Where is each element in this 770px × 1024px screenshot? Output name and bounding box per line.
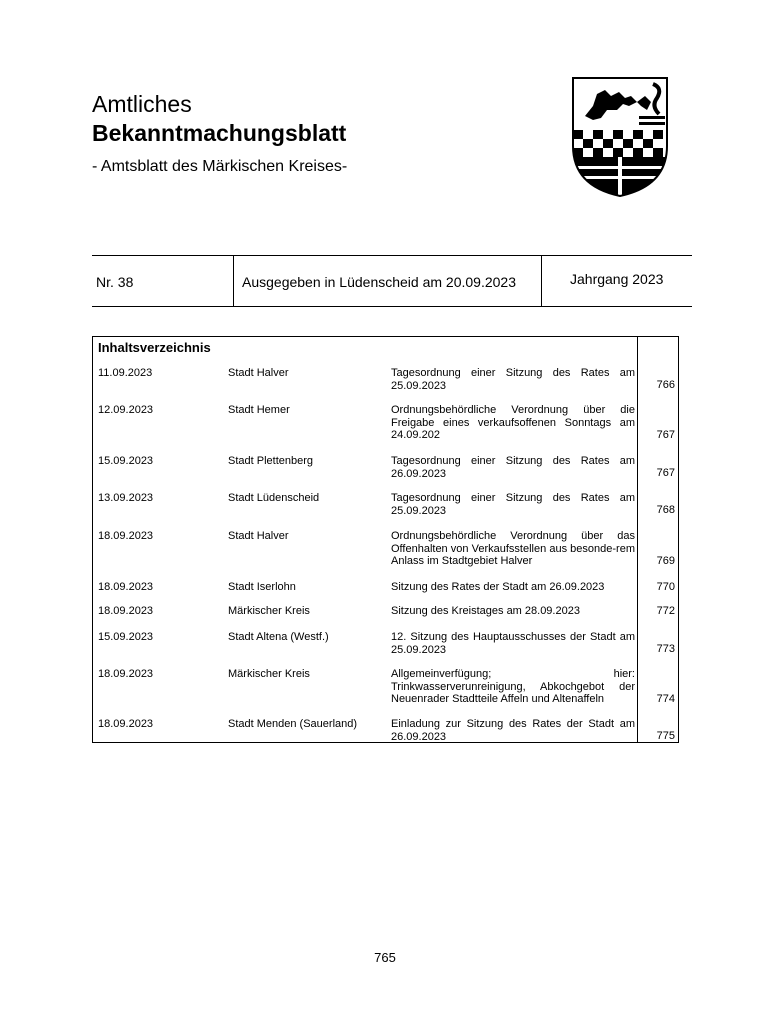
table-of-contents (92, 336, 679, 743)
entry-subject: Einladung zur Sitzung des Rates der Stadt am 26.09.2023 (391, 718, 635, 743)
entry-issuer: Stadt Halver (228, 367, 289, 379)
entry-page: 768 (656, 504, 675, 516)
entry-date: 15.09.2023 (98, 631, 154, 643)
page-number: 765 (374, 950, 396, 965)
entry-date: 18.09.2023 (98, 605, 154, 617)
entry-subject: Allgemeinverfügung; hier: Trinkwasserverunreinigung, Abkochgebot der Neuenrader Stadtteile Affeln und Altenaffeln (391, 668, 635, 705)
entry-subject: Sitzung des Kreistages am 28.09.2023 (391, 605, 580, 617)
toc-heading: Inhaltsverzeichnis (98, 340, 211, 355)
entry-page: 767 (656, 429, 675, 441)
entry-page: 767 (656, 467, 675, 479)
issue-number: Nr. 38 (96, 274, 134, 290)
issue-year: Jahrgang 2023 (570, 271, 664, 287)
entry-issuer: Märkischer Kreis (228, 668, 310, 680)
entry-date: 18.09.2023 (98, 718, 154, 730)
issue-info-row (92, 255, 692, 307)
entry-date: 18.09.2023 (98, 581, 154, 593)
entry-issuer: Stadt Plettenberg (228, 455, 314, 467)
entry-page: 770 (656, 581, 675, 593)
entry-page: 773 (656, 643, 675, 655)
entry-date: 18.09.2023 (98, 668, 154, 680)
entry-page: 769 (656, 555, 675, 567)
entry-subject: 12. Sitzung des Hauptausschusses der Stadt am 25.09.2023 (391, 631, 635, 656)
coat-of-arms-icon (571, 76, 669, 198)
entry-page: 775 (656, 730, 675, 742)
entry-date: 11.09.2023 (98, 367, 153, 379)
entry-date: 15.09.2023 (98, 455, 154, 467)
entry-issuer: Stadt Halver (228, 530, 289, 542)
entry-issuer: Stadt Altena (Westf.) (228, 631, 329, 643)
entry-issuer: Stadt Iserlohn (228, 581, 296, 593)
entry-page: 772 (656, 605, 675, 617)
page-column-divider (637, 337, 638, 742)
entry-issuer: Stadt Menden (Sauerland) (228, 718, 358, 730)
entry-issuer: Stadt Hemer (228, 404, 290, 416)
entry-date: 12.09.2023 (98, 404, 154, 416)
entry-subject: Tagesordnung einer Sitzung des Rates am 26.09.2023 (391, 455, 635, 480)
divider (233, 256, 234, 306)
title-line-1: Amtliches (92, 91, 192, 117)
divider (541, 256, 542, 306)
entry-issuer: Märkischer Kreis (228, 605, 310, 617)
entry-subject: Tagesordnung einer Sitzung des Rates am 25.09.2023 (391, 492, 635, 517)
entry-issuer: Stadt Lüdenscheid (228, 492, 320, 504)
entry-date: 18.09.2023 (98, 530, 154, 542)
entry-subject: Ordnungsbehördliche Verordnung über das Offenhalten von Verkaufsstellen aus besonde-rem Anlass im Stadtgebiet Halver (391, 530, 635, 567)
entry-page: 766 (656, 379, 675, 391)
entry-page: 774 (656, 693, 675, 705)
issue-published: Ausgegeben in Lüdenscheid am 20.09.2023 (242, 274, 516, 290)
entry-date: 13.09.2023 (98, 492, 154, 504)
entry-subject: Tagesordnung einer Sitzung des Rates am 25.09.2023 (391, 367, 635, 392)
entry-subject: Sitzung des Rates der Stadt am 26.09.2023 (391, 581, 605, 593)
subtitle: - Amtsblatt des Märkischen Kreises- (92, 158, 348, 175)
title-line-2: Bekanntmachungsblatt (92, 120, 347, 146)
entry-subject: Ordnungsbehördliche Verordnung über die Freigabe eines verkaufsoffenen Sonntags am 24.09.202 (391, 404, 635, 441)
